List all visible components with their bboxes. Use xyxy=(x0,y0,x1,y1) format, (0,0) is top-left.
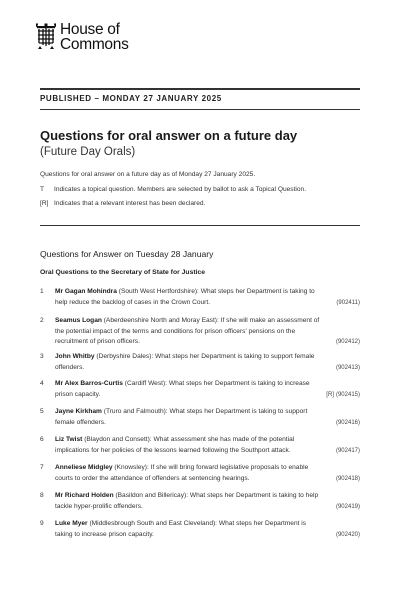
question-reference xyxy=(334,446,360,457)
key-symbol: T xyxy=(40,186,45,193)
question-ref-number: (902412) xyxy=(335,339,360,345)
question-text: If she will bring forward legislative proposals to enable courts to order the attendance of offenders at sentencing hearings. xyxy=(55,464,309,482)
question-ref-number: (902418) xyxy=(335,475,360,482)
question-body xyxy=(55,287,320,308)
question-item xyxy=(40,316,360,348)
question-reference xyxy=(334,298,360,309)
question-reference xyxy=(334,363,360,374)
question-ref-number: (902420) xyxy=(335,531,360,538)
key-topical xyxy=(40,186,306,193)
question-member: John Whitby xyxy=(55,353,95,360)
question-ref-number: (902411) xyxy=(336,299,360,306)
question-text: What steps her Department is taking to support female offenders. xyxy=(55,408,308,426)
question-number: 9 xyxy=(40,520,44,527)
question-reference xyxy=(334,530,360,541)
question-item xyxy=(40,379,360,400)
question-number: 6 xyxy=(40,436,44,443)
question-reference xyxy=(334,418,360,429)
question-text: What steps her Department is taking to increase prison capacity. xyxy=(55,520,307,538)
question-body xyxy=(55,463,320,484)
question-body xyxy=(55,316,320,348)
logo-wordmark xyxy=(60,22,129,52)
question-body xyxy=(55,352,320,373)
question-number: 4 xyxy=(40,380,44,387)
question-constituency: (Middlesbrough South and East Cleveland): xyxy=(87,520,219,527)
question-item xyxy=(40,435,360,456)
question-body xyxy=(55,407,320,428)
question-member: Liz Twist xyxy=(55,436,83,443)
house-of-commons-logo xyxy=(36,22,129,52)
key-divider xyxy=(40,225,360,226)
question-body xyxy=(55,435,320,456)
question-text: What assessment she has made of the potential implications for her policies of the lessons learned following the Southport attack. xyxy=(55,436,295,454)
question-ref-number: (902416) xyxy=(335,419,360,426)
document-title: Questions for oral answer on a future day xyxy=(40,128,298,143)
published-divider xyxy=(40,109,360,110)
key-text: Indicates a topical question. Members are selected by ballot to ask a Topical Question. xyxy=(54,186,307,193)
document-subtitle: (Future Day Orals) xyxy=(40,146,136,158)
question-text: If she will make an assessment of the potential impact of the terms and conditions for prison officers' pensions on the recruitment of prison officers. xyxy=(55,317,320,345)
section-heading: Oral Questions to the Secretary of State for Justice xyxy=(40,269,206,276)
logo-line-1: House of xyxy=(60,21,120,38)
interest-marker: [R] xyxy=(326,391,334,398)
question-number: 5 xyxy=(40,408,44,415)
question-text: What steps her Department is taking to help reduce the backlog of cases in the Crown Court. xyxy=(55,288,315,306)
top-divider xyxy=(40,88,360,90)
question-item xyxy=(40,287,360,308)
question-constituency: (Cardiff West): xyxy=(122,380,169,387)
question-member: Anneliese Midgley xyxy=(55,464,113,471)
question-member: Luke Myer xyxy=(55,520,88,527)
question-item xyxy=(40,407,360,428)
question-text: What steps her Department is taking to increase prison capacity. xyxy=(55,380,310,398)
question-body xyxy=(55,379,320,400)
question-ref-number: (902417) xyxy=(335,447,360,454)
question-constituency: (Derbyshire Dales): xyxy=(94,353,156,360)
question-item xyxy=(40,491,360,512)
question-ref-number: (902413) xyxy=(335,364,360,371)
question-constituency: (South West Hertfordshire): xyxy=(116,288,201,295)
question-item xyxy=(40,463,360,484)
question-number: 3 xyxy=(40,353,44,360)
question-member: Mr Alex Barros-Curtis xyxy=(55,380,123,387)
question-number: 8 xyxy=(40,492,44,499)
question-reference xyxy=(334,502,360,513)
question-constituency: (Blaydon and Consett): xyxy=(82,436,154,443)
question-number: 2 xyxy=(40,317,44,324)
question-ref-number: (902415) xyxy=(335,391,360,398)
question-body xyxy=(55,491,320,512)
question-member: Mr Gagan Mohindra xyxy=(55,288,117,295)
question-number: 1 xyxy=(40,288,44,295)
question-reference xyxy=(326,390,360,401)
intro-text: Questions for oral answer on a future day as of Monday 27 January 2025. xyxy=(40,171,256,178)
question-reference xyxy=(334,474,360,485)
question-member: Mr Richard Holden xyxy=(55,492,114,499)
question-number: 7 xyxy=(40,464,44,471)
key-text: Indicates that a relevant interest has been declared. xyxy=(54,200,206,207)
portcullis-icon xyxy=(36,23,56,49)
question-text: What steps her Department is taking to help tackle hyper-prolific offenders. xyxy=(55,492,319,510)
question-member: Seamus Logan xyxy=(55,317,102,324)
published-date: PUBLISHED – MONDAY 27 JANUARY 2025 xyxy=(40,94,222,103)
question-reference xyxy=(334,337,360,348)
day-heading: Questions for Answer on Tuesday 28 January xyxy=(40,249,214,259)
question-constituency: (Basildon and Billericay): xyxy=(113,492,190,499)
question-item xyxy=(40,352,360,373)
question-constituency: (Truro and Falmouth): xyxy=(101,408,170,415)
question-constituency: (Aberdeenshire North and Moray East): xyxy=(101,317,221,324)
question-member: Jayne Kirkham xyxy=(55,408,102,415)
logo-line-2: Commons xyxy=(60,36,129,53)
question-text: What steps her Department is taking to support female offenders. xyxy=(55,353,315,371)
question-item xyxy=(40,519,360,540)
key-interest xyxy=(40,200,205,207)
question-constituency: (Knowsley): xyxy=(112,464,151,471)
question-ref-number: (902419) xyxy=(335,503,360,510)
key-symbol: [R] xyxy=(40,200,49,207)
question-body xyxy=(55,519,320,540)
